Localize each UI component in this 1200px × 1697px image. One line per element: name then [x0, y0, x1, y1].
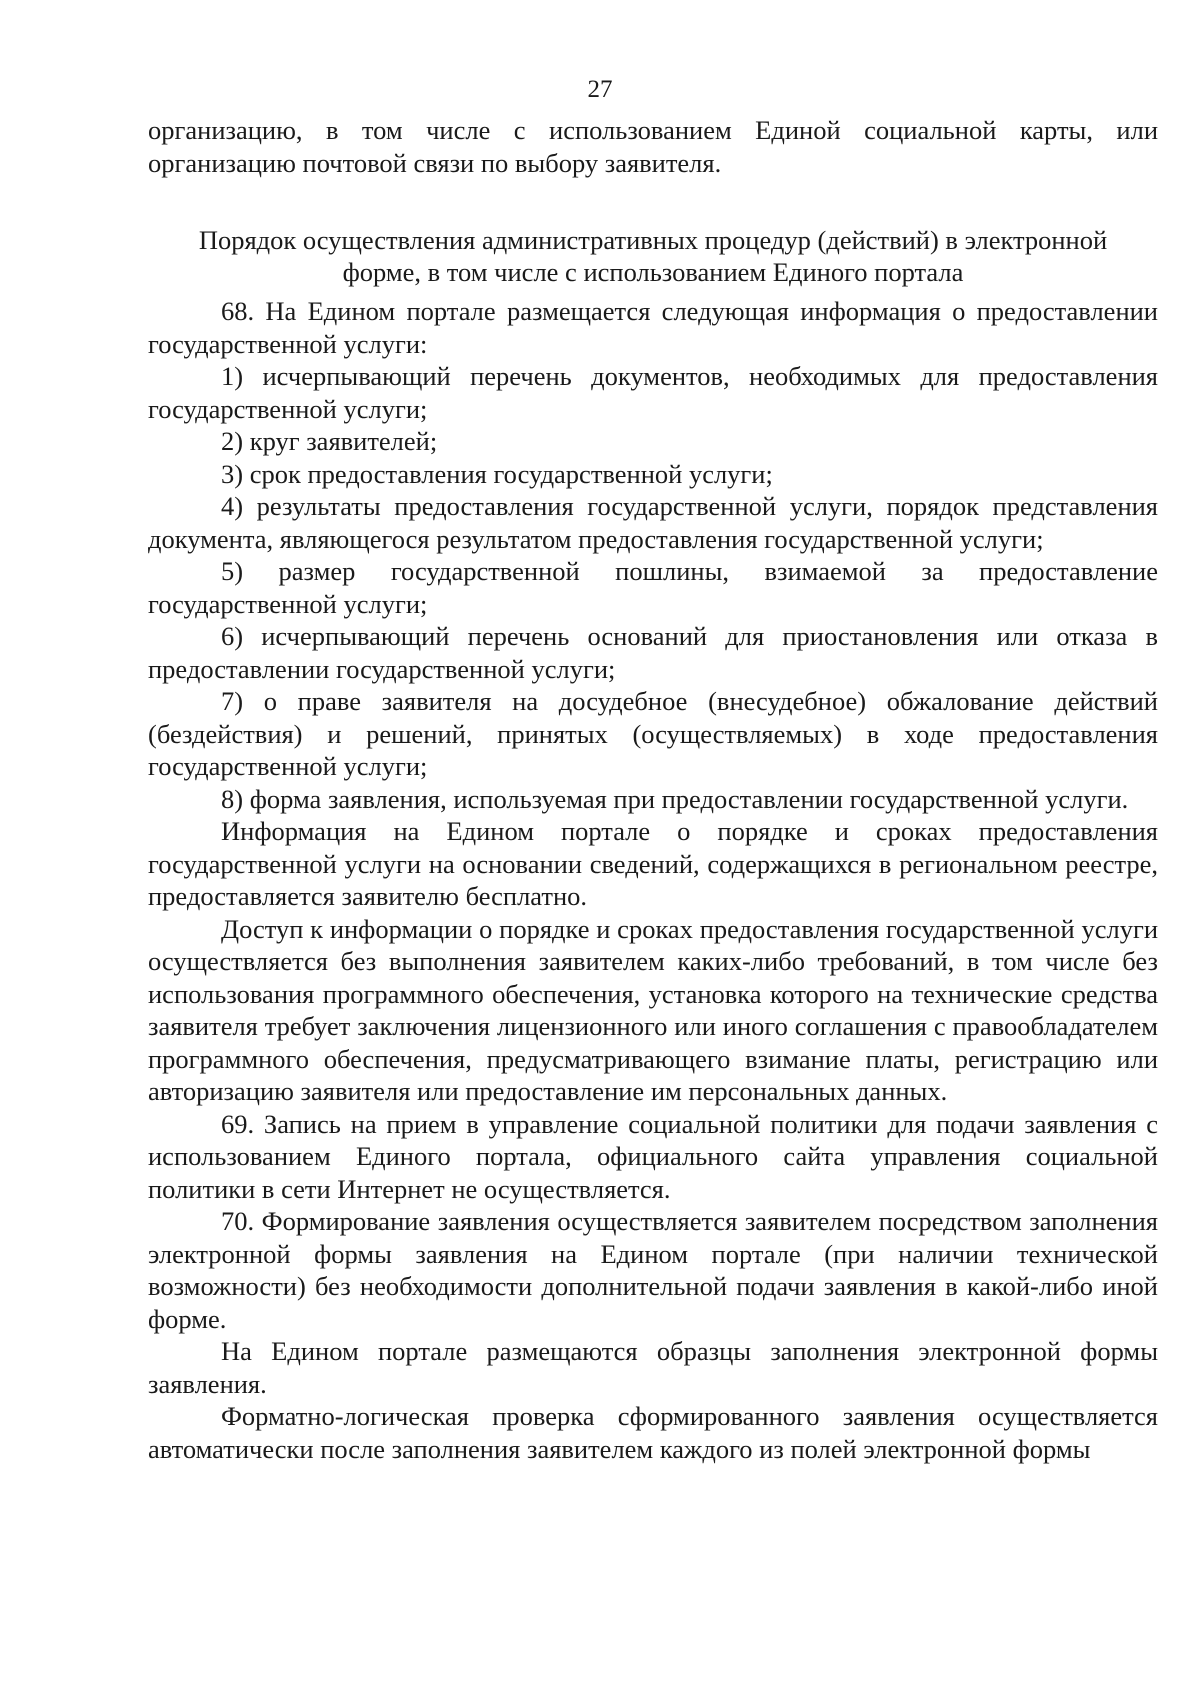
list-item-1: 1) исчерпывающий перечень документов, необходимых для предоставления государственной услуги; [148, 361, 1158, 424]
list-item-6: 6) исчерпывающий перечень оснований для приостановления или отказа в предоставлении государственной услуги; [148, 621, 1158, 684]
section-heading-line-2: форме, в том числе с использованием Единого портала [342, 257, 964, 287]
paragraph-format-check: Форматно-логическая проверка сформированного заявления осуществляется автоматически после заполнения заявителем каждого из полей электронной формы [148, 1401, 1158, 1464]
intro-paragraph: организацию, в том числе с использованием Единой социальной карты, или организацию почтовой связи по выбору заявителя. [148, 115, 1158, 178]
page-number: 27 [587, 76, 613, 103]
paragraph-69: 69. Запись на прием в управление социальной политики для подачи заявления с использованием Единого портала, официального сайта управления социальной политики в сети Интернет не осуществляется. [148, 1108, 1158, 1204]
section-heading-line-1: Порядок осуществления административных процедур (действий) в электронной [198, 225, 1108, 255]
list-item-7: 7) о праве заявителя на досудебное (внесудебное) обжалование действий (бездействия) и решений, принятых (осуществляемых) в ходе предоставления государственной услуги; [148, 686, 1158, 781]
paragraph-70: 70. Формирование заявления осуществляется заявителем посредством заполнения электронной формы заявления на Едином портале (при наличии технической возможности) без необходимости дополнительной подачи заявления в какой-либо иной форме. [148, 1206, 1158, 1334]
section-heading [148, 224, 1158, 288]
paragraph-info-free: Информация на Едином портале о порядке и сроках предоставления государственной услуги на основании сведений, содержащихся в региональном реестре, предоставляется заявителю бесплатно. [148, 816, 1158, 911]
paragraph-samples: На Едином портале размещаются образцы заполнения электронной формы заявления. [148, 1336, 1158, 1399]
list-item-3: 3) срок предоставления государственной услуги; [221, 458, 773, 489]
list-item-8: 8) форма заявления, используемая при предоставлении государственной услуги. [221, 783, 1129, 814]
list-item-5: 5) размер государственной пошлины, взимаемой за предоставление государственной услуги; [148, 556, 1158, 619]
list-item-2: 2) круг заявителей; [221, 426, 438, 456]
body-text [148, 295, 1158, 1465]
list-item-4: 4) результаты предоставления государственной услуги, порядок представления документа, являющегося результатом предоставления государственной услуги; [148, 491, 1158, 554]
paragraph-68: 68. На Едином портале размещается следующая информация о предоставлении государственной услуги: [148, 296, 1158, 359]
paragraph-access: Доступ к информации о порядке и сроках предоставления государственной услуги осуществляется без выполнения заявителем каких-либо требований, в том числе без использования программного обеспечения, установка которого на технические средства заявителя требует заключения лицензионного или иного соглашения с правообладателем программного обеспечения, предусматривающего взимание платы, регистрацию или авторизацию заявителя или предоставление им персональных данных. [148, 913, 1158, 1106]
intro-block [148, 114, 1158, 179]
